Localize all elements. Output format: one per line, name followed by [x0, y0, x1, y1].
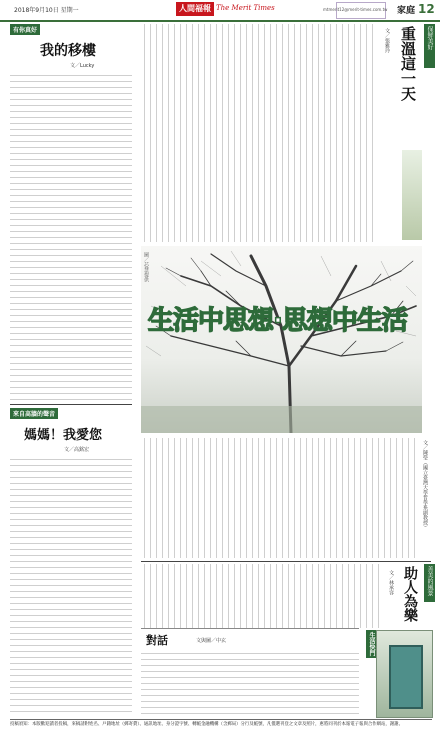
article1-body: [10, 72, 132, 402]
contact-email: mtmerit12@merit-times.com.tw: [323, 7, 388, 12]
article5-author: 文與圖／中玄: [196, 638, 227, 644]
article2-author: 文／高銘宏: [64, 447, 90, 453]
article3-tag: 保鮮美好: [424, 24, 435, 68]
article4-author: 文／林承容: [388, 570, 394, 595]
phone-booth-photo: [376, 630, 433, 718]
feature-body: [141, 438, 419, 558]
article2-title: 媽媽！我愛您: [24, 428, 103, 443]
article3-author: 文／張雅玲: [384, 28, 390, 53]
submission-notice: 投稿須知：本版歡迎讀者投稿，來稿請附姓名、戶籍地址（郵寄費）、通訊地址、身分證字號、轉帳金融機構（含郵局）分行及帳號，凡僅選刊登之文章及照片，惠將同刊於本報電子報與合作網站，謝謝。: [10, 719, 432, 730]
phone-booth: [389, 645, 423, 709]
article1-author: 文／Lucky: [70, 63, 95, 69]
article1-tag: 有你真好: [10, 24, 40, 35]
tree-illustration: [141, 246, 422, 433]
article2-tag: 來自高牆的聲音: [10, 408, 58, 419]
article1-title: 我的移樓: [40, 43, 96, 59]
article4-body: [141, 564, 381, 628]
page-header: [0, 0, 440, 22]
section-name: 家庭: [397, 6, 416, 16]
newspaper-logo: 人間福報: [176, 2, 214, 16]
article5-title: 對話: [146, 634, 168, 647]
article5-tag: 生活快門: [368, 632, 375, 656]
article3-body: [141, 24, 377, 242]
divider: [10, 404, 132, 405]
issue-date: 2018年9月10日 星期一: [14, 7, 79, 14]
feature-author: 文／陳瑩（國立臺灣大學哲學系副教授）: [422, 440, 428, 530]
page-number: 12: [418, 2, 435, 16]
newspaper-logo-en: The Merit Times: [216, 4, 275, 12]
feature-photo: [141, 246, 422, 433]
divider: [141, 628, 359, 629]
feature-title: 生活中思想·思想中生活: [148, 306, 407, 336]
divider: [141, 561, 431, 562]
article3-title: 重溫這一天: [399, 26, 417, 101]
clover-decoration: [402, 150, 422, 240]
article4-tag: 善美的風景: [424, 564, 435, 602]
article4-title: 助人為樂: [402, 566, 418, 622]
article2-body: [10, 456, 132, 714]
photo-caption: 圖／芯慧提供: [143, 252, 149, 282]
article5-body: [141, 650, 359, 714]
